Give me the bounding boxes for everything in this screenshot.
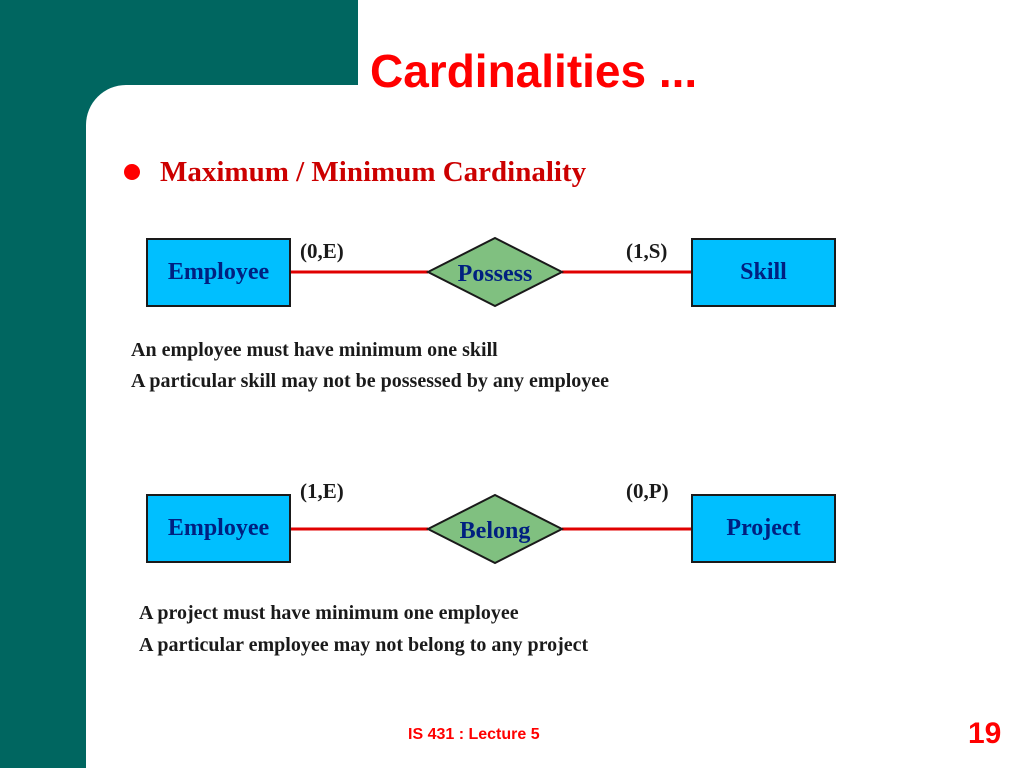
slide-title: Cardinalities ...	[370, 45, 698, 97]
entity-project: Project	[691, 494, 836, 563]
entity-employee-2: Employee	[146, 494, 291, 563]
entity-employee-1: Employee	[146, 238, 291, 307]
cardinality-right-1: (1,S)	[626, 239, 668, 263]
note-2-line-1: A project must have minimum one employee	[139, 602, 519, 624]
note-1-line-2: A particular skill may not be possessed by any employee	[131, 370, 609, 392]
cardinality-right-2: (0,P)	[626, 479, 669, 503]
bullet-heading: Maximum / Minimum Cardinality	[160, 156, 587, 188]
note-1-line-1: An employee must have minimum one skill	[131, 339, 498, 361]
page-number: 19	[968, 717, 1002, 750]
cardinality-left-1: (0,E)	[300, 239, 344, 263]
cardinality-left-2: (1,E)	[300, 479, 344, 503]
entity-skill: Skill	[691, 238, 836, 307]
relationship-label-2: Belong	[459, 518, 531, 544]
footer-course-label: IS 431 : Lecture 5	[408, 726, 540, 743]
note-2-line-2: A particular employee may not belong to any project	[139, 634, 589, 656]
relationship-label-1: Possess	[457, 261, 533, 287]
